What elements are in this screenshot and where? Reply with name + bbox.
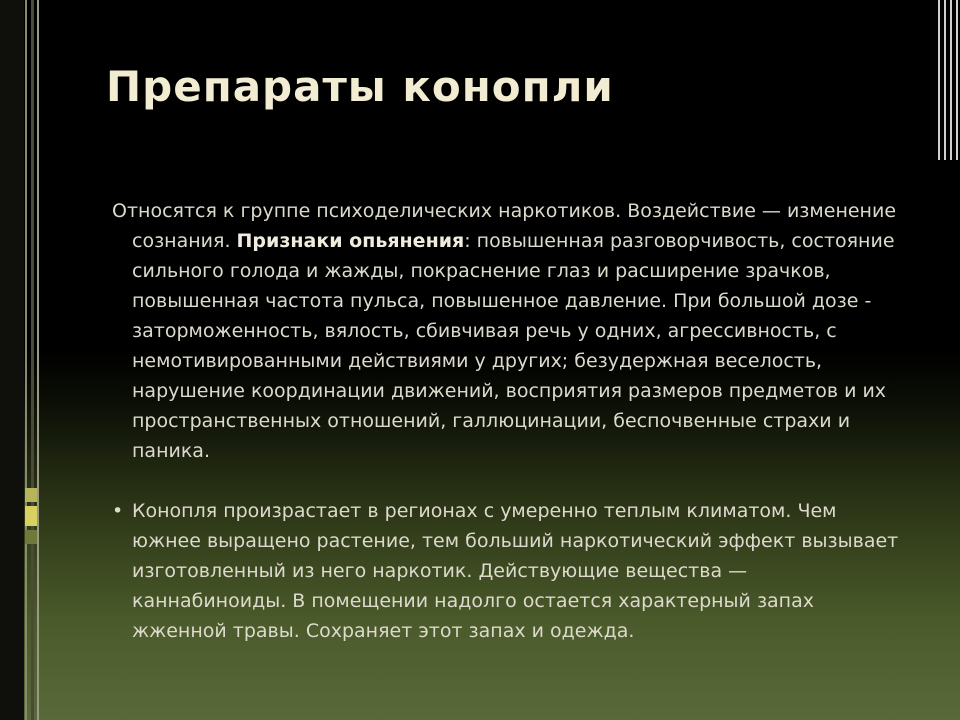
bullet-item-cannabis-origin [112, 496, 902, 646]
decor-square [25, 488, 37, 502]
slide-title: Препараты конопли [106, 62, 614, 111]
slide-body [112, 196, 902, 646]
bullet-icon: • [112, 500, 124, 522]
bullet-text: Конопля произрастает в регионах с умеренно теплым климатом. Чем южнее выращено растение, тем больший наркотический эффект вызывает изготовленный из него наркотик. Действующие вещества — каннабиноиды. В помещении надолго остается характерный запах жженной травы. Сохраняет этот запах и одежда. [132, 500, 899, 642]
decor-line [950, 0, 952, 160]
left-decor-stripe [25, 0, 27, 720]
left-decor-squares [25, 480, 39, 560]
decor-line [956, 0, 958, 160]
decor-line [938, 0, 940, 160]
decor-line [944, 0, 946, 160]
decor-square [25, 506, 37, 526]
decor-square [25, 530, 37, 544]
paragraph-symptoms [112, 196, 902, 466]
left-decor-stripe [37, 0, 39, 720]
right-decor-lines [936, 0, 960, 160]
left-decor-bar [0, 0, 24, 720]
symptoms-text: : повышенная разговорчивость, состояние сильного голода и жажды, покраснение глаз и расширение зрачков, повышенная частота пульса, повышенное давление. При большой дозе - заторможенность, вялость, сбивчивая речь у одних, агрессивность, с немотивированными действиями у других; безудержная веселость, нарушение координации движений, восприятия размеров предметов и их пространственных отношений, галлюцинации, беспочвенные страхи и паника. [132, 230, 895, 462]
paragraph-lead-text: Относятся к группе психоделических наркотиков. Воздействие — изменение сознания. [112, 200, 897, 252]
left-decor-stripe [31, 0, 34, 720]
symptoms-heading: Признаки опьянения [236, 230, 465, 252]
